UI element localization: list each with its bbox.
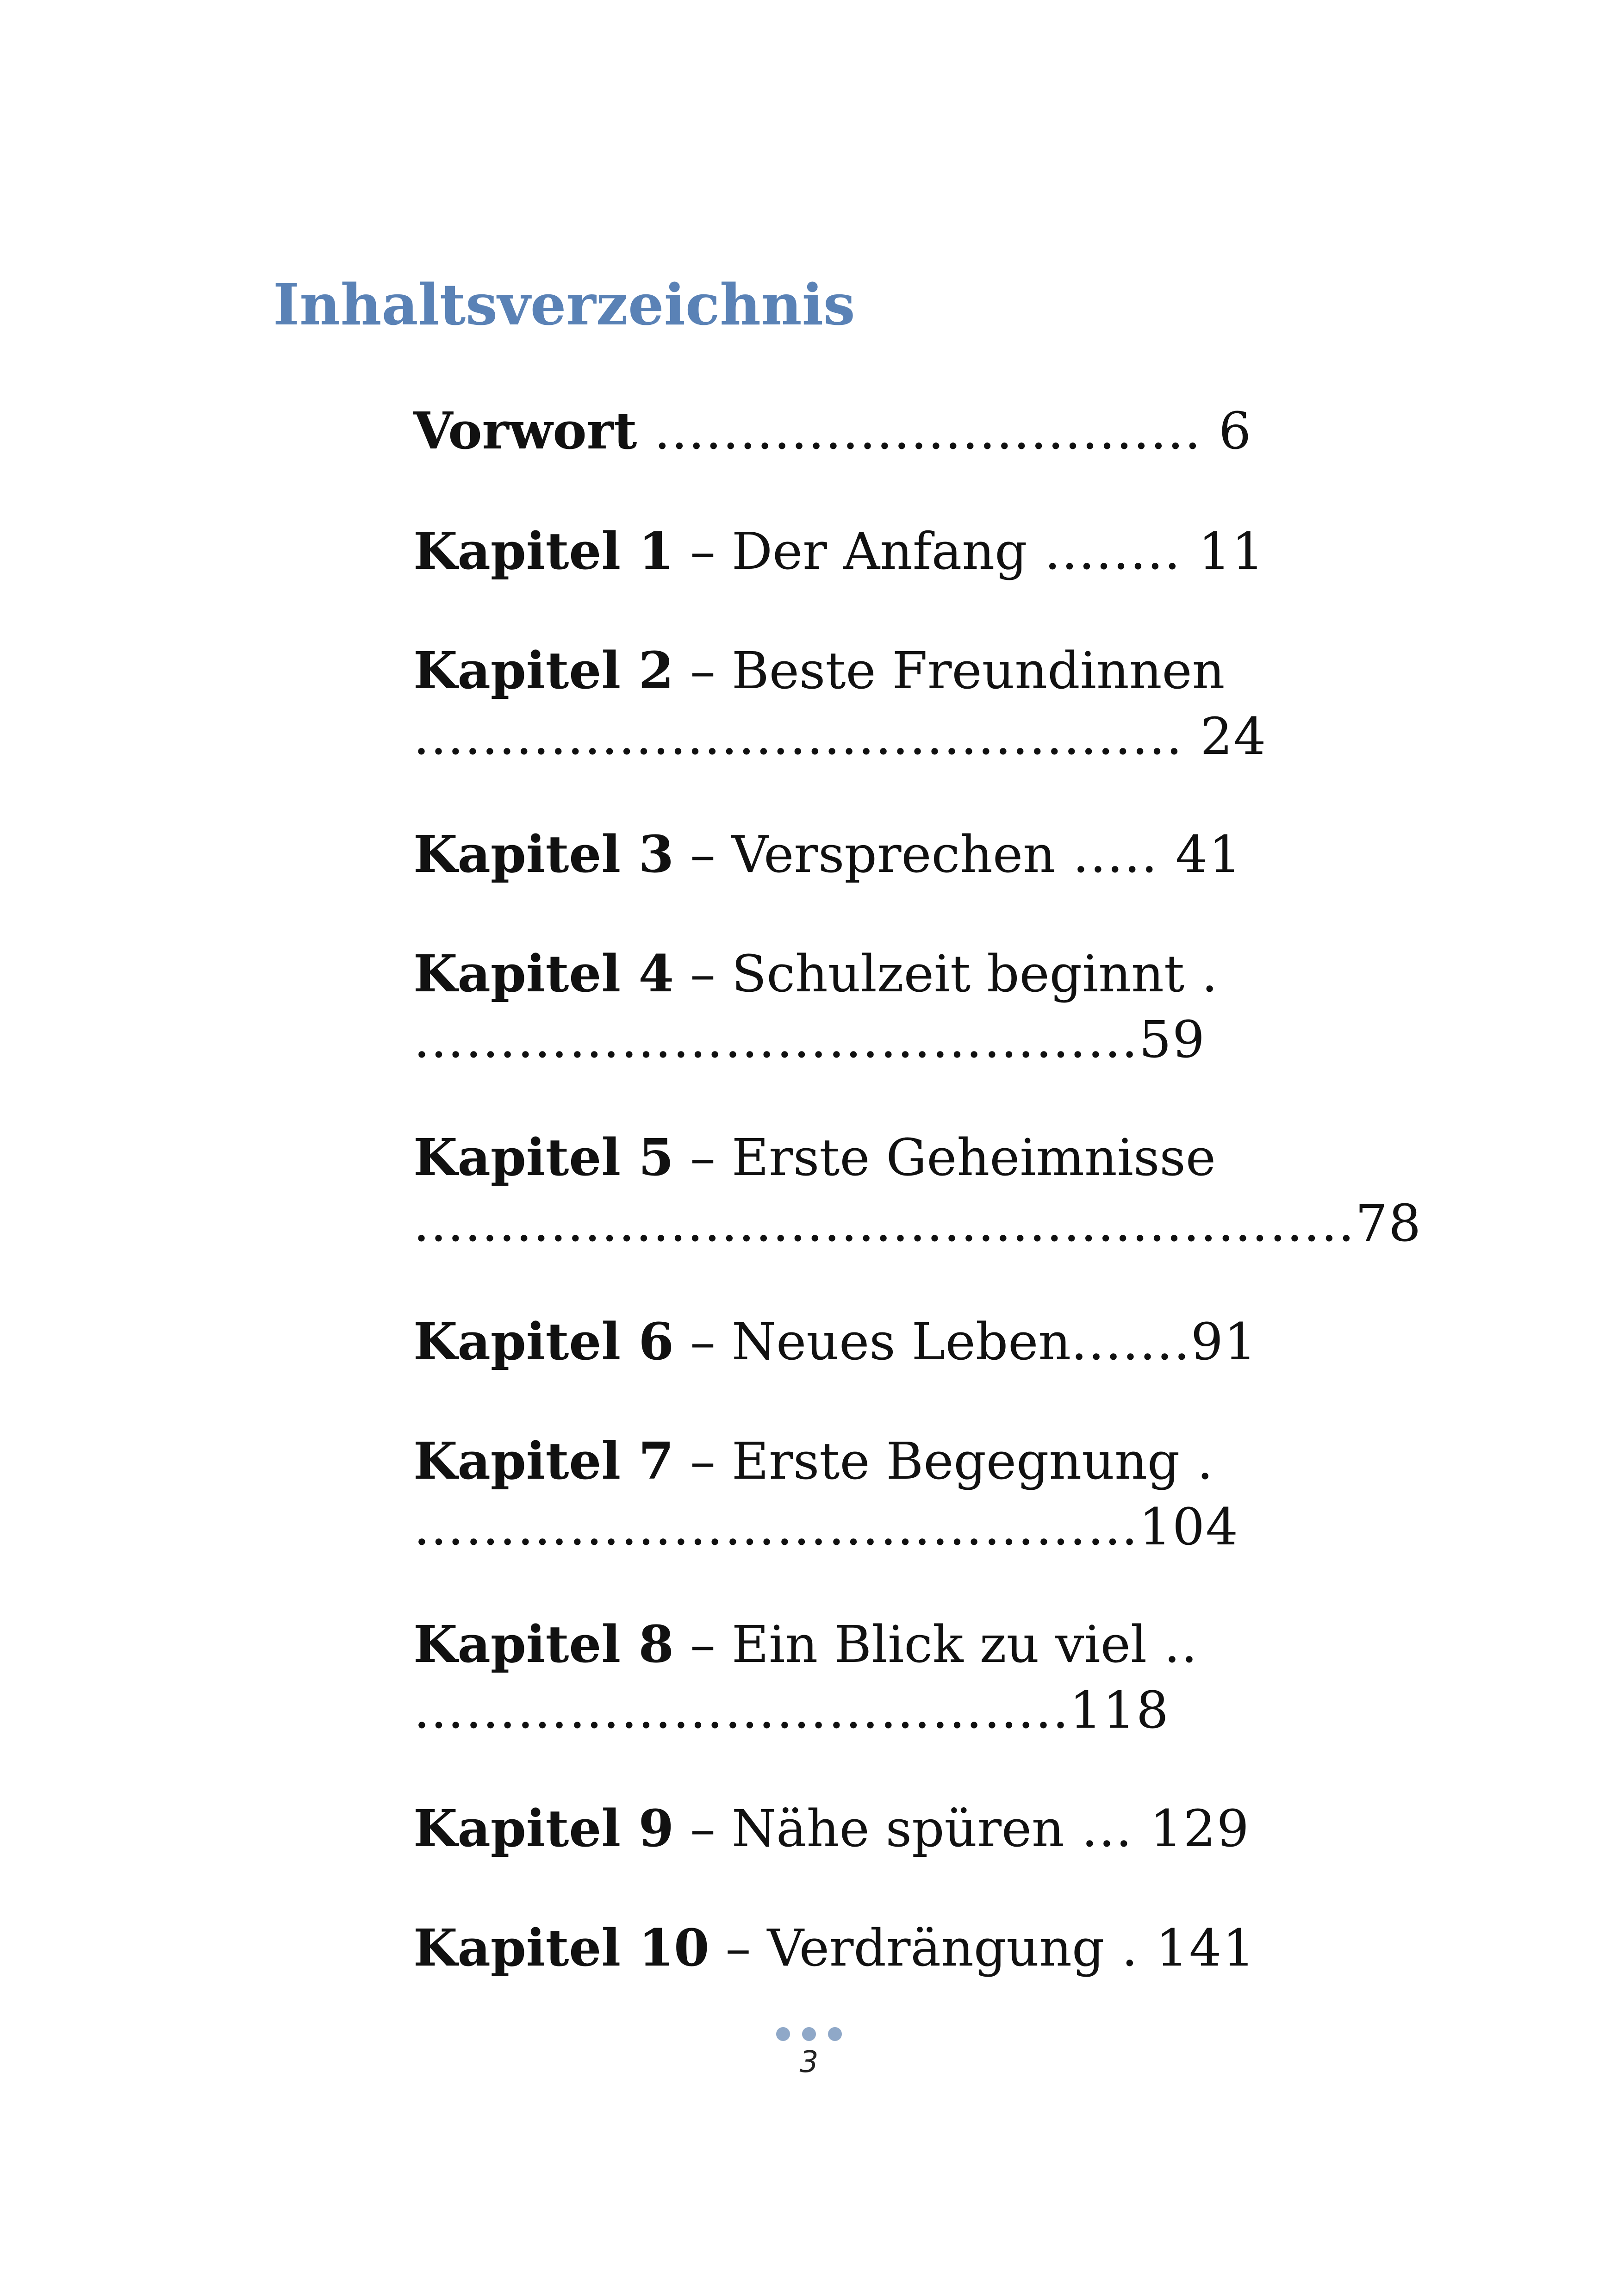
toc-chapter-label: Kapitel 1 — [413, 521, 674, 581]
toc-entry-kapitel-6 — [413, 1309, 1257, 1375]
toc-chapter-label: Kapitel 7 — [413, 1431, 674, 1491]
toc-line — [413, 638, 1267, 703]
toc-chapter-label: Kapitel 2 — [413, 641, 674, 700]
toc-leader-page-line: ............................................. 24 — [413, 707, 1267, 766]
toc-leader-page: ................................ 6 — [637, 401, 1252, 460]
toc-entry-kapitel-1 — [413, 518, 1265, 584]
toc-entry-kapitel-10 — [413, 1915, 1256, 1981]
toc-title: – Erste Begegnung — [674, 1431, 1180, 1491]
toc-line — [413, 1796, 1250, 1861]
toc-entry-kapitel-3 — [413, 821, 1242, 887]
toc-leader-page: . — [1184, 944, 1219, 1003]
footer-dot-icon — [776, 2027, 790, 2041]
toc-line — [413, 941, 1219, 1007]
toc-leader-page-line: ……………………………………104 — [413, 1497, 1239, 1556]
toc-line — [413, 821, 1242, 887]
toc-line — [413, 1612, 1198, 1677]
toc-entry-vorwort — [413, 398, 1252, 464]
toc-leader-page: . — [1180, 1431, 1214, 1491]
toc-chapter-label: Kapitel 3 — [413, 824, 674, 884]
toc-chapter-label: Kapitel 9 — [413, 1798, 674, 1858]
toc-chapter-label: Kapitel 8 — [413, 1614, 674, 1674]
toc-line — [413, 398, 1252, 464]
toc-title: – Verdrängung — [709, 1918, 1105, 1978]
toc-leader-page-line: ...............................................……..78 — [413, 1194, 1422, 1253]
toc-entry-kapitel-2 — [413, 638, 1267, 769]
toc-leader-page-line: ……………………………………59 — [413, 1010, 1206, 1069]
toc-line — [413, 1915, 1256, 1981]
toc-chapter-label: Vorwort — [413, 401, 637, 460]
toc-title: – Der Anfang — [674, 522, 1027, 581]
toc-entry-kapitel-7 — [413, 1428, 1239, 1560]
toc-entry-kapitel-8 — [413, 1612, 1198, 1743]
toc-leader-page: .. — [1147, 1615, 1198, 1674]
toc-leader-page: .......91 — [1071, 1312, 1257, 1371]
footer-dot-icon — [828, 2027, 842, 2041]
toc-title: – Erste Geheimnisse — [674, 1128, 1216, 1187]
toc-chapter-label: Kapitel 6 — [413, 1312, 674, 1371]
toc-leader-page: ..... 41 — [1055, 825, 1242, 884]
toc-leader-page: . 141 — [1104, 1918, 1256, 1978]
toc-entry-kapitel-9 — [413, 1796, 1250, 1861]
footer-dot-icon — [802, 2027, 816, 2041]
toc-title: – Beste Freundinnen — [674, 641, 1225, 700]
toc-leader-page: ... 129 — [1064, 1799, 1250, 1858]
toc-leader-page: ........ 11 — [1027, 522, 1265, 581]
toc-chapter-label: Kapitel 5 — [413, 1127, 674, 1187]
toc-chapter-label: Kapitel 4 — [413, 944, 674, 1003]
toc-title: – Nähe spüren — [674, 1799, 1064, 1858]
toc-title: – Versprechen — [674, 825, 1056, 884]
toc-chapter-label: Kapitel 10 — [413, 1918, 709, 1978]
toc-line — [413, 1309, 1257, 1375]
page-footer — [0, 2027, 1618, 2077]
toc-title: – Neues Leben — [674, 1312, 1071, 1371]
toc-title: – Ein Blick zu viel — [674, 1615, 1147, 1674]
page-number: 3 — [799, 2045, 819, 2079]
toc-line — [413, 1125, 1422, 1190]
toc-entry-kapitel-5 — [413, 1125, 1422, 1256]
toc-line — [413, 518, 1265, 584]
toc-line — [413, 1428, 1239, 1494]
toc-leader-page-line: ………………………………..118 — [413, 1680, 1170, 1740]
footer-ornament-icon — [0, 2027, 1618, 2046]
page-title: Inhaltsverzeichnis — [273, 271, 855, 338]
toc-title: – Schulzeit beginnt — [674, 944, 1185, 1003]
toc-entry-kapitel-4 — [413, 941, 1219, 1072]
